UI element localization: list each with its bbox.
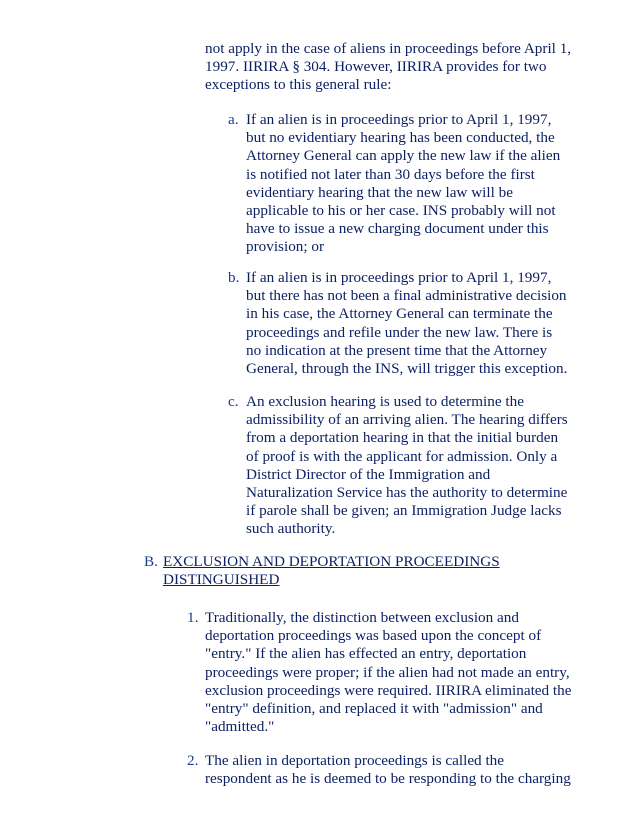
list-marker-c: c. (228, 393, 239, 410)
list-marker-a: a. (228, 111, 239, 128)
list-item-b: If an alien is in proceedings prior to April 1, 1997, but there has not been a final administrative decision in his case, the Attorney General can terminate the proceedings and refile under the new law. There is no indication at the present time that the Attorney General, through the INS, will trigger this exception. (246, 269, 568, 378)
list-item-1: Traditionally, the distinction between exclusion and deportation proceedings was based upon the concept of "entry." If the alien has effected an entry, deportation proceedings were proper; if the alien had not made an entry, exclusion proceedings were required. IIRIRA eliminated the "entry" definition, and replaced it with "admission" and "admitted." (205, 609, 572, 736)
list-item-c: An exclusion hearing is used to determine the admissibility of an arriving alien. The hearing differs from a deportation hearing in that the initial burden of proof is with the applicant for admission. Only a District Director of the Immigration and Naturalization Service has the authority to determine if parole shall be given; an Immigration Judge lacks such authority. (246, 393, 568, 538)
list-item-a: If an alien is in proceedings prior to April 1, 1997, but no evidentiary hearing has been conducted, the Attorney General can apply the new law if the alien is notified not later than 30 days before the first evidentiary hearing that the new law will be applicable to his or her case. INS probably will not have to issue a new charging document under this provision; or (246, 111, 561, 256)
list-marker-1: 1. (187, 609, 199, 626)
section-heading-line1: EXCLUSION AND DEPORTATION PROCEEDINGS (163, 553, 500, 570)
section-heading-line2: DISTINGUISHED (163, 571, 280, 588)
intro-paragraph: not apply in the case of aliens in proceedings before April 1, 1997. IIRIRA § 304. However, IIRIRA provides for two exceptions to this general rule: (205, 40, 572, 94)
list-marker-b: b. (228, 269, 240, 286)
list-item-2: The alien in deportation proceedings is called the respondent as he is deemed to be responding to the charging (205, 752, 571, 788)
list-marker-2: 2. (187, 752, 199, 769)
section-marker-b: B. (144, 553, 158, 570)
